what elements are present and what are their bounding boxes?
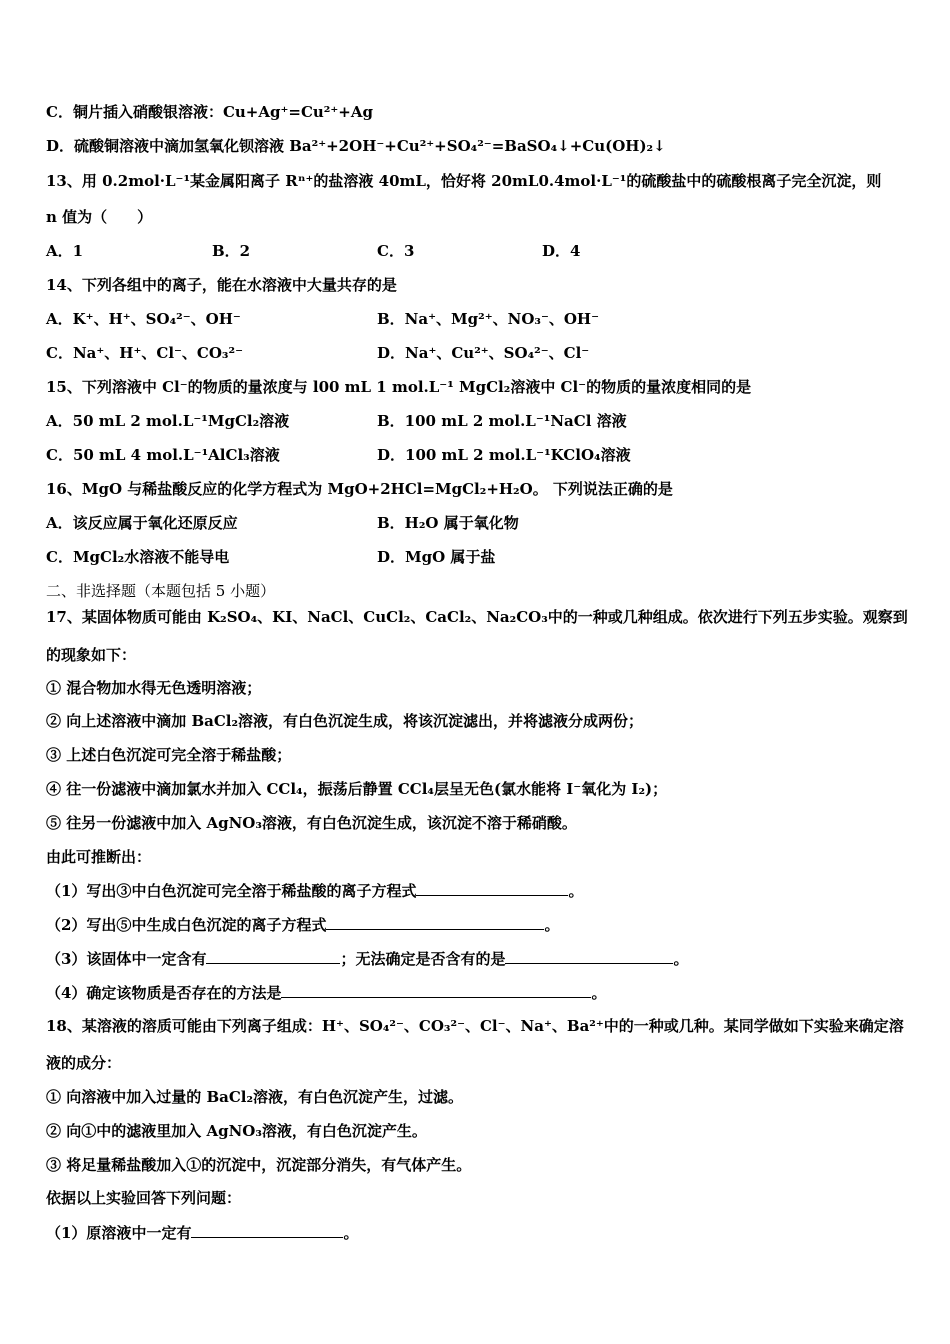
- q12-option-d: D．硫酸铜溶液中滴加氢氧化钡溶液 Ba²⁺+2OH⁻+Cu²⁺+SO₄²⁻=BaSO₄↓+Cu(OH)₂↓: [46, 137, 666, 155]
- q17-step-2: ② 向上述溶液中滴加 BaCl₂溶液，有白色沉淀生成，将该沉淀滤出，并将滤液分成两份；: [46, 712, 644, 730]
- q14-stem: 14、下列各组中的离子，能在水溶液中大量共存的是: [46, 276, 397, 294]
- q13-stem: 13、用 0.2mol·L⁻¹某金属阳离子 Rⁿ⁺的盐溶液 40mL，恰好将 20mL0.4mol·L⁻¹的硫酸盐中的硫酸根离子完全沉淀，则: [46, 172, 882, 190]
- q17-part-2: （2）写出⑤中生成白色沉淀的离子方程式 。: [46, 916, 560, 934]
- q17-part-4: （4）确定该物质是否存在的方法是 。: [46, 984, 607, 1002]
- q14-option-b: B．Na⁺、Mg²⁺、NO₃⁻、OH⁻: [377, 310, 600, 328]
- q13-option-b: B．2: [212, 242, 251, 260]
- q13-option-a: A．1: [46, 242, 84, 260]
- q16-option-d: D．MgO 属于盐: [377, 548, 496, 566]
- q16-option-a: A．该反应属于氧化还原反应: [46, 514, 238, 532]
- q18-step-2: ② 向①中的滤液里加入 AgNO₃溶液，有白色沉淀产生。: [46, 1122, 427, 1140]
- q15-option-d: D．100 mL 2 mol.L⁻¹KClO₄溶液: [377, 446, 631, 464]
- q17-stem-cont: 的现象如下：: [46, 646, 137, 664]
- section-heading: 二、非选择题（本题包括 5 小题）: [46, 582, 276, 600]
- q17-part-3: （3）该固体中一定含有 ；无法确定是否含有的是 。: [46, 950, 689, 968]
- answer-blank[interactable]: [326, 914, 544, 930]
- q12-option-c: C．铜片插入硝酸银溶液：Cu+Ag⁺=Cu²⁺+Ag: [46, 103, 373, 121]
- q13-stem-cont: n 值为（ ）: [46, 208, 153, 226]
- q18-step-3: ③ 将足量稀盐酸加入①的沉淀中，沉淀部分消失，有气体产生。: [46, 1156, 472, 1174]
- q16-option-c: C．MgCl₂水溶液不能导电: [46, 548, 230, 566]
- q18-stem: 18、某溶液的溶质可能由下列离子组成：H⁺、SO₄²⁻、CO₃²⁻、Cl⁻、Na⁺、Ba²⁺中的一种或几种。某同学做如下实验来确定溶: [46, 1017, 904, 1035]
- answer-blank[interactable]: [281, 982, 591, 998]
- q16-stem: 16、MgO 与稀盐酸反应的化学方程式为 MgO+2HCl=MgCl₂+H₂O。 下列说法正确的是: [46, 480, 673, 498]
- answer-blank[interactable]: [416, 880, 568, 896]
- q18-stem-cont: 液的成分：: [46, 1054, 122, 1072]
- answer-blank[interactable]: [206, 948, 340, 964]
- q14-option-c: C．Na⁺、H⁺、Cl⁻、CO₃²⁻: [46, 344, 243, 362]
- q18-question-intro: 依据以上实验回答下列问题：: [46, 1189, 242, 1207]
- q14-option-d: D．Na⁺、Cu²⁺、SO₄²⁻、Cl⁻: [377, 344, 590, 362]
- q18-part-1: （1）原溶液中一定有 。: [46, 1224, 359, 1242]
- q15-option-a: A．50 mL 2 mol.L⁻¹MgCl₂溶液: [46, 412, 290, 430]
- q15-stem: 15、下列溶液中 Cl⁻的物质的量浓度与 l00 mL 1 mol.L⁻¹ MgCl₂溶液中 Cl⁻的物质的量浓度相同的是: [46, 378, 752, 396]
- q16-option-b: B．H₂O 属于氧化物: [377, 514, 519, 532]
- q15-option-c: C．50 mL 4 mol.L⁻¹AlCl₃溶液: [46, 446, 280, 464]
- q18-step-1: ① 向溶液中加入过量的 BaCl₂溶液，有白色沉淀产生，过滤。: [46, 1088, 464, 1106]
- q15-option-b: B．100 mL 2 mol.L⁻¹NaCl 溶液: [377, 412, 627, 430]
- q17-stem: 17、某固体物质可能由 K₂SO₄、KI、NaCl、CuCl₂、CaCl₂、Na₂CO₃中的一种或几种组成。依次进行下列五步实验。观察到: [46, 608, 908, 626]
- q17-step-4: ④ 往一份滤液中滴加氯水并加入 CCl₄，振荡后静置 CCl₄层呈无色(氯水能将 I⁻氧化为 I₂)；: [46, 780, 668, 798]
- q13-option-c: C．3: [377, 242, 415, 260]
- q17-step-3: ③ 上述白色沉淀可完全溶于稀盐酸；: [46, 746, 292, 764]
- q17-step-1: ① 混合物加水得无色透明溶液；: [46, 679, 262, 697]
- answer-blank[interactable]: [505, 948, 673, 964]
- q17-part-1: （1）写出③中白色沉淀可完全溶于稀盐酸的离子方程式 。: [46, 882, 584, 900]
- answer-blank[interactable]: [191, 1222, 343, 1238]
- q13-option-d: D．4: [542, 242, 581, 260]
- q17-inference: 由此可推断出：: [46, 848, 152, 866]
- q14-option-a: A．K⁺、H⁺、SO₄²⁻、OH⁻: [46, 310, 241, 328]
- q17-step-5: ⑤ 往另一份滤液中加入 AgNO₃溶液，有白色沉淀生成，该沉淀不溶于稀硝酸。: [46, 814, 577, 832]
